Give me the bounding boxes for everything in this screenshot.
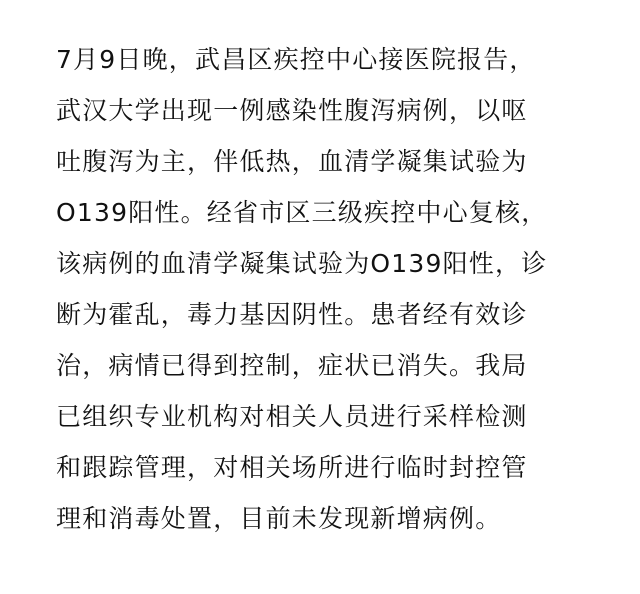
article-line-4: O139阳性。经省市区三级疾控中心复核， (56, 198, 548, 227)
article-line-1: 7月9日晚，武昌区疾控中心接医院报告， (56, 45, 536, 74)
article-body (56, 34, 616, 544)
article-line-9: 和跟踪管理，对相关场所进行临时封控管 (56, 453, 528, 482)
article-line-7: 治，病情已得到控制，症状已消失。我局 (56, 351, 528, 380)
article-line-3: 吐腹泻为主，伴低热，血清学凝集试验为 (56, 147, 528, 176)
article-line-2: 武汉大学出现一例感染性腹泻病例，以呕 (56, 96, 528, 125)
article-line-5: 该病例的血清学凝集试验为O139阳性，诊 (56, 249, 548, 278)
article-line-6: 断为霍乱，毒力基因阴性。患者经有效诊 (56, 300, 528, 329)
article-line-10: 理和消毒处置，目前未发现新增病例。 (56, 504, 502, 533)
article-line-8: 已组织专业机构对相关人员进行采样检测 (56, 402, 528, 431)
